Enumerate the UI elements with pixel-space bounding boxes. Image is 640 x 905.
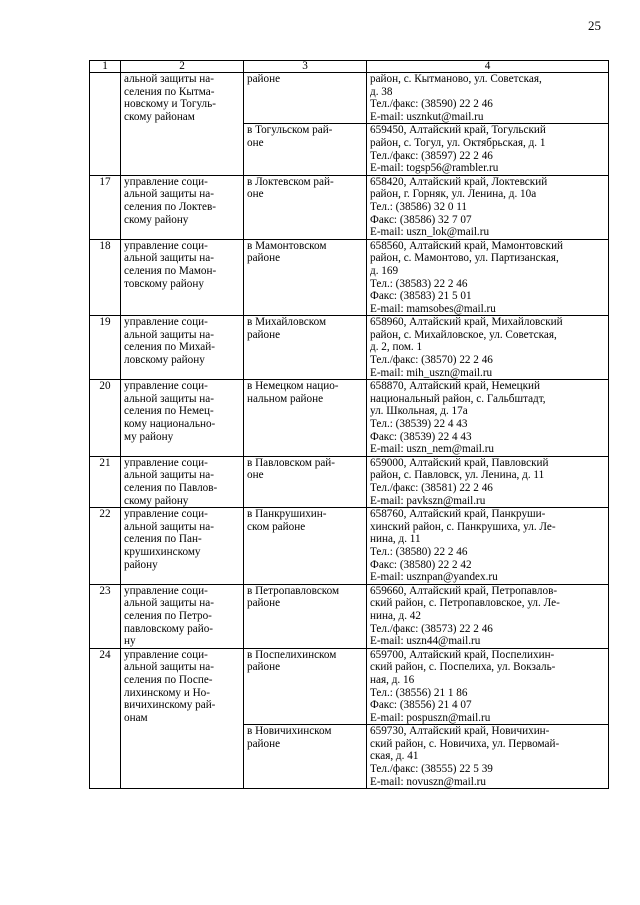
contact-line: 658870, Алтайский край, Немецкий: [370, 380, 541, 393]
agency-cell: [121, 239, 244, 316]
contacts-cell: [367, 648, 609, 725]
agency-cell: [121, 175, 244, 239]
header-cell-1: 1: [90, 61, 121, 73]
district-cell: [244, 648, 367, 725]
district-line: в Локтевском рай-: [247, 175, 334, 188]
header-row: [90, 61, 609, 73]
district-line: ском районе: [247, 520, 306, 533]
agency-line: альной защиты на-: [124, 392, 214, 405]
contact-line: Тел.: (38586) 32 0 11: [370, 200, 468, 213]
contact-line: ский район, с. Новичиха, ул. Первомай-: [370, 737, 560, 750]
agency-line: крушихинскому: [124, 545, 201, 558]
contact-line: район, с. Михайловское, ул. Советская,: [370, 328, 557, 341]
district-cell: [244, 239, 367, 316]
agency-line: селения по Петро-: [124, 609, 212, 622]
agency-line: селения по Поспе-: [124, 673, 213, 686]
agency-line: павловскому райо-: [124, 622, 214, 635]
contact-line: нина, д. 42: [370, 609, 421, 622]
contacts-cell: [367, 508, 609, 585]
row-number: [90, 73, 121, 176]
district-cell: [244, 124, 367, 175]
district-cell: [244, 456, 367, 507]
contact-line: Факс: (38583) 21 5 01: [370, 290, 472, 303]
agency-line: управление соци-: [124, 380, 208, 393]
agency-cell: [121, 456, 244, 507]
agency-cell: [121, 73, 244, 176]
district-line: в Михайловском: [247, 316, 327, 329]
contact-line: ная, д. 16: [370, 673, 415, 686]
agency-line: лихинскому и Но-: [124, 686, 211, 699]
contact-line: E-mail: uszn_nem@mail.ru: [370, 443, 495, 456]
agency-line: селения по Пан-: [124, 533, 202, 546]
row-number: 18: [90, 239, 121, 316]
district-line: нальном районе: [247, 392, 324, 405]
contact-line: Тел./факс: (38570) 22 2 46: [370, 354, 493, 367]
contact-line: район, с. Тогул, ул. Октябрьская, д. 1: [370, 136, 546, 149]
contact-line: ский район, с. Петропавловское, ул. Ле-: [370, 597, 560, 610]
contact-line: ул. Школьная, д. 17а: [370, 405, 468, 418]
agency-line: ловскому району: [124, 354, 205, 367]
header-cell-4: 4: [367, 61, 609, 73]
agency-line: альной защиты на-: [124, 252, 214, 265]
district-cell: [244, 73, 367, 124]
contacts-cell: [367, 175, 609, 239]
agency-line: скому району: [124, 494, 189, 507]
agency-line: альной защиты на-: [124, 188, 214, 201]
contacts-cell: [367, 584, 609, 648]
contact-line: 658760, Алтайский край, Панкруши-: [370, 508, 546, 521]
agency-line: селения по Михай-: [124, 341, 215, 354]
agency-line: селения по Павлов-: [124, 482, 218, 494]
district-line: оне: [247, 188, 264, 201]
agency-line: управление соци-: [124, 456, 208, 469]
district-line: в Немецком нацио-: [247, 380, 339, 393]
contacts-cell: [367, 239, 609, 316]
agency-line: управление соци-: [124, 584, 208, 597]
contact-line: 659660, Алтайский край, Петропавлов-: [370, 584, 558, 597]
agency-line: му району: [124, 430, 174, 443]
table-row: [90, 380, 609, 457]
agency-line: селения по Кытма-: [124, 85, 215, 98]
agency-cell: [121, 648, 244, 789]
agency-line: управление соци-: [124, 508, 208, 521]
district-line: районе: [247, 737, 281, 750]
district-line: районе: [247, 597, 281, 610]
district-cell: [244, 725, 367, 789]
contact-line: д. 38: [370, 85, 393, 98]
contact-line: район, г. Горняк, ул. Ленина, д. 10а: [370, 188, 537, 201]
district-line: районе: [247, 661, 281, 674]
agency-line: товскому району: [124, 277, 204, 290]
contact-line: Тел./факс: (38555) 22 5 39: [370, 763, 493, 776]
contact-line: 659450, Алтайский край, Тогульский: [370, 124, 546, 137]
agency-line: альной защиты на-: [124, 520, 214, 533]
district-line: районе: [247, 328, 281, 341]
district-cell: [244, 175, 367, 239]
table-row: [90, 239, 609, 316]
contact-line: хинский район, с. Панкрушиха, ул. Ле-: [370, 520, 556, 533]
contact-line: д. 2, пом. 1: [370, 341, 423, 354]
agency-line: селения по Немец-: [124, 405, 214, 418]
row-number: 24: [90, 648, 121, 789]
header-cell-2: 2: [121, 61, 244, 73]
district-line: в Павловском рай-: [247, 456, 336, 469]
contact-line: Тел./факс: (38581) 22 2 46: [370, 482, 493, 494]
contact-line: 658960, Алтайский край, Михайловский: [370, 316, 563, 329]
agency-line: селения по Мамон-: [124, 264, 217, 277]
contact-line: Факс: (38556) 21 4 07: [370, 699, 472, 712]
table-row: [90, 73, 609, 124]
contacts-cell: [367, 124, 609, 175]
table-row: [90, 316, 609, 380]
agency-line: району: [124, 558, 158, 571]
contact-line: Тел./факс: (38590) 22 2 46: [370, 98, 493, 111]
table-row: [90, 175, 609, 239]
contacts-cell: [367, 73, 609, 124]
agency-line: альной защиты на-: [124, 328, 214, 341]
agency-cell: [121, 584, 244, 648]
agency-line: вичихинскому рай-: [124, 699, 216, 712]
table-row: [90, 584, 609, 648]
district-line: в Новичихинском: [247, 725, 332, 738]
contact-line: Тел.: (38580) 22 2 46: [370, 545, 468, 558]
district-line: оне: [247, 469, 264, 482]
row-number: 22: [90, 508, 121, 585]
district-line: в Тогульском рай-: [247, 124, 333, 137]
agency-line: альной защиты на-: [124, 469, 214, 482]
contact-line: ский район, с. Поспелиха, ул. Вокзаль-: [370, 661, 556, 674]
contact-line: E-mail: togsp56@rambler.ru: [370, 162, 499, 175]
contact-line: район, с. Павловск, ул. Ленина, д. 11: [370, 469, 545, 482]
header-cell-3: 3: [244, 61, 367, 73]
agency-cell: [121, 316, 244, 380]
contact-line: Тел.: (38556) 21 1 86: [370, 686, 468, 699]
agency-line: управление соци-: [124, 175, 208, 188]
contact-line: E-mail: usznpan@yandex.ru: [370, 571, 498, 584]
agency-cell: [121, 380, 244, 457]
district-line: в Петропавловском: [247, 584, 340, 597]
agency-line: скому району: [124, 213, 189, 226]
district-line: районе: [247, 252, 281, 265]
agency-cell: [121, 508, 244, 585]
district-cell: [244, 584, 367, 648]
contact-line: национальный район, с. Гальбштадт,: [370, 392, 546, 405]
agency-line: селения по Локтев-: [124, 200, 216, 213]
district-cell: [244, 380, 367, 457]
contact-line: E-mail: mih_uszn@mail.ru: [370, 366, 493, 379]
district-line: районе: [247, 73, 281, 85]
district-line: в Панкрушихин-: [247, 508, 327, 521]
agency-line: альной защиты на-: [124, 597, 214, 610]
contacts-cell: [367, 316, 609, 380]
table-body: [90, 61, 609, 789]
contact-line: Факс: (38580) 22 2 42: [370, 558, 472, 571]
contact-line: Тел./факс: (38573) 22 2 46: [370, 622, 493, 635]
agency-line: управление соци-: [124, 648, 208, 661]
row-number: 17: [90, 175, 121, 239]
contact-line: 659730, Алтайский край, Новичихин-: [370, 725, 550, 738]
contact-line: нина, д. 11: [370, 533, 421, 546]
district-cell: [244, 508, 367, 585]
contact-line: E-mail: mamsobes@mail.ru: [370, 302, 496, 315]
district-line: в Мамонтовском: [247, 239, 327, 252]
contact-line: E-mail: uszn_lok@mail.ru: [370, 226, 490, 239]
agency-line: онам: [124, 711, 148, 724]
table-row: [90, 456, 609, 507]
contact-line: E-mail: novuszn@mail.ru: [370, 775, 486, 788]
agency-line: кому национально-: [124, 418, 216, 431]
page-number: 25: [588, 18, 601, 33]
row-number: 20: [90, 380, 121, 457]
contact-line: д. 169: [370, 264, 399, 277]
table-row: [90, 648, 609, 725]
contact-line: E-mail: pavkszn@mail.ru: [370, 494, 486, 507]
agency-line: управление соци-: [124, 239, 208, 252]
table-row: [90, 508, 609, 585]
contact-line: 659700, Алтайский край, Поспелихин-: [370, 648, 555, 661]
district-cell: [244, 316, 367, 380]
district-line: в Поспелихинском: [247, 648, 337, 661]
agency-line: альной защиты на-: [124, 661, 214, 674]
row-number: 23: [90, 584, 121, 648]
agency-line: новскому и Тогуль-: [124, 98, 216, 111]
contacts-cell: [367, 456, 609, 507]
agency-table: [89, 60, 609, 789]
agency-line: ну: [124, 635, 136, 648]
contact-line: E-mail: uszn44@mail.ru: [370, 635, 481, 648]
contact-line: E-mail: pospuszn@mail.ru: [370, 711, 491, 724]
row-number: 19: [90, 316, 121, 380]
contact-line: Факс: (38586) 32 7 07: [370, 213, 472, 226]
contact-line: Факс: (38539) 22 4 43: [370, 430, 472, 443]
district-line: оне: [247, 136, 264, 149]
contact-line: Тел./факс: (38597) 22 2 46: [370, 149, 493, 162]
contact-line: район, с. Мамонтово, ул. Партизанская,: [370, 252, 559, 265]
contact-line: 658560, Алтайский край, Мамонтовский: [370, 239, 564, 252]
contacts-cell: [367, 725, 609, 789]
contact-line: район, с. Кытманово, ул. Советская,: [370, 73, 542, 85]
contact-line: Тел.: (38583) 22 2 46: [370, 277, 468, 290]
agency-line: альной защиты на-: [124, 73, 214, 85]
contact-line: 659000, Алтайский край, Павловский: [370, 456, 549, 469]
contact-line: ская, д. 41: [370, 750, 419, 763]
row-number: 21: [90, 456, 121, 507]
contact-line: 658420, Алтайский край, Локтевский: [370, 175, 548, 188]
agency-line: управление соци-: [124, 316, 208, 329]
agency-line: скому районам: [124, 110, 195, 123]
contact-line: E-mail: usznkut@mail.ru: [370, 110, 484, 123]
contacts-cell: [367, 380, 609, 457]
contact-line: Тел.: (38539) 22 4 43: [370, 418, 468, 431]
